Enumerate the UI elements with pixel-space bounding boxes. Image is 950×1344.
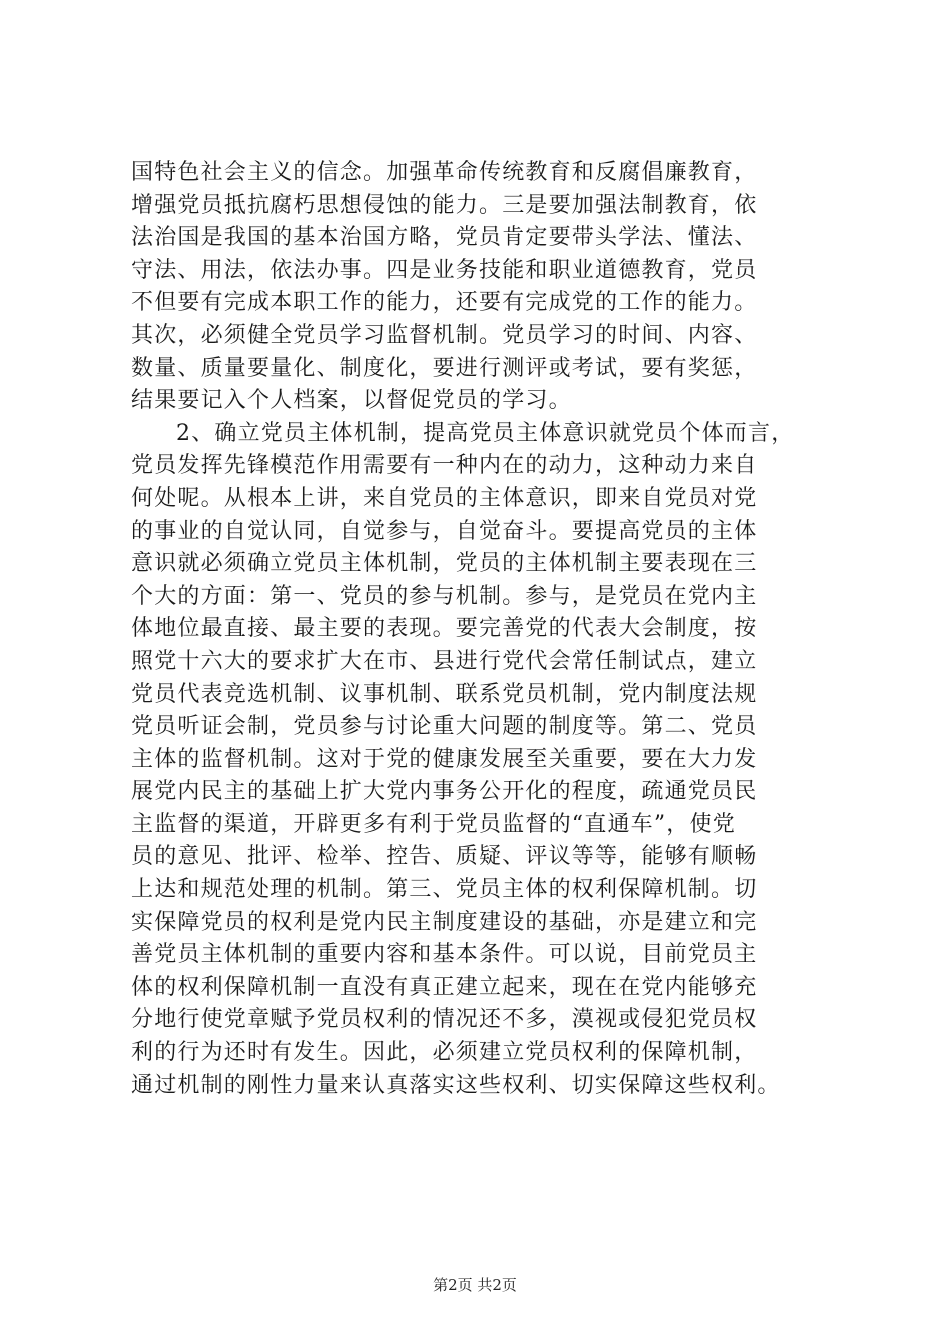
text-line: 通过机制的刚性力量来认真落实这些权利、切实保障这些权利。 <box>131 1072 781 1098</box>
text-line: 体的权利保障机制一直没有真正建立起来，现在在党内能够充 <box>131 974 758 1000</box>
text-line: 党员听证会制，党员参与讨论重大问题的制度等。第二、党员 <box>131 714 758 740</box>
text-line: 照党十六大的要求扩大在市、县进行党代会常任制试点，建立 <box>131 648 758 674</box>
text-line: 国特色社会主义的信念。加强革命传统教育和反腐倡廉教育， <box>131 160 758 185</box>
text-line: 2、确立党员主体机制，提高党员主体意识就党员个体而言， <box>176 420 795 446</box>
text-line: 员的意见、批评、检举、控告、质疑、评议等等，能够有顺畅 <box>131 844 758 870</box>
text-line: 主体的监督机制。这对于党的健康发展至关重要，要在大力发 <box>131 746 758 772</box>
text-line: 党员代表竞选机制、议事机制、联系党员机制，党内制度法规 <box>131 681 758 707</box>
text-line: 何处呢。从根本上讲，来自党员的主体意识，即来自党员对党 <box>131 485 758 511</box>
text-line: 增强党员抵抗腐朽思想侵蚀的能力。三是要加强法制教育，依 <box>131 192 758 218</box>
text-line: 分地行使党章赋予党员权利的情况还不多，漠视或侵犯党员权 <box>131 1007 758 1033</box>
text-line: 上达和规范处理的机制。第三、党员主体的权利保障机制。切 <box>131 877 758 903</box>
text-line: 展党内民主的基础上扩大党内事务公开化的程度，疏通党员民 <box>131 779 758 805</box>
text-line: 个大的方面：第一、党员的参与机制。参与，是党员在党内主 <box>131 583 758 609</box>
text-line: 的事业的自觉认同，自觉参与，自觉奋斗。要提高党员的主体 <box>131 518 758 544</box>
text-line: 结果要记入个人档案，以督促党员的学习。 <box>131 388 572 414</box>
text-line: 不但要有完成本职工作的能力，还要有完成党的工作的能力。 <box>131 290 758 316</box>
text-line: 利的行为还时有发生。因此，必须建立党员权利的保障机制， <box>131 1040 758 1066</box>
text-line: 守法、用法，依法办事。四是业务技能和职业道德教育，党员 <box>131 257 758 283</box>
text-line: 其次，必须健全党员学习监督机制。党员学习的时间、内容、 <box>131 322 758 348</box>
text-line: 体地位最直接、最主要的表现。要完善党的代表大会制度，按 <box>131 616 758 642</box>
body-text <box>131 157 831 1102</box>
text-line: 法治国是我国的基本治国方略，党员肯定要带头学法、懂法、 <box>131 225 758 251</box>
text-line: 实保障党员的权利是党内民主制度建设的基础，亦是建立和完 <box>131 909 758 935</box>
text-line: 数量、质量要量化、制度化，要进行测评或考试，要有奖惩， <box>131 355 758 381</box>
text-line: 主监督的渠道，开辟更多有利于党员监督的“直通车”，使党 <box>131 811 736 837</box>
text-line: 意识就必须确立党员主体机制，党员的主体机制主要表现在三 <box>131 551 758 577</box>
text-line: 党员发挥先锋模范作用需要有一种内在的动力，这种动力来自 <box>131 453 758 479</box>
paragraph-2 <box>131 418 831 1102</box>
page-number-footer: 第2页 共2页 <box>433 1276 517 1294</box>
paragraph-1 <box>131 157 831 418</box>
text-line: 善党员主体机制的重要内容和基本条件。可以说，目前党员主 <box>131 942 758 968</box>
